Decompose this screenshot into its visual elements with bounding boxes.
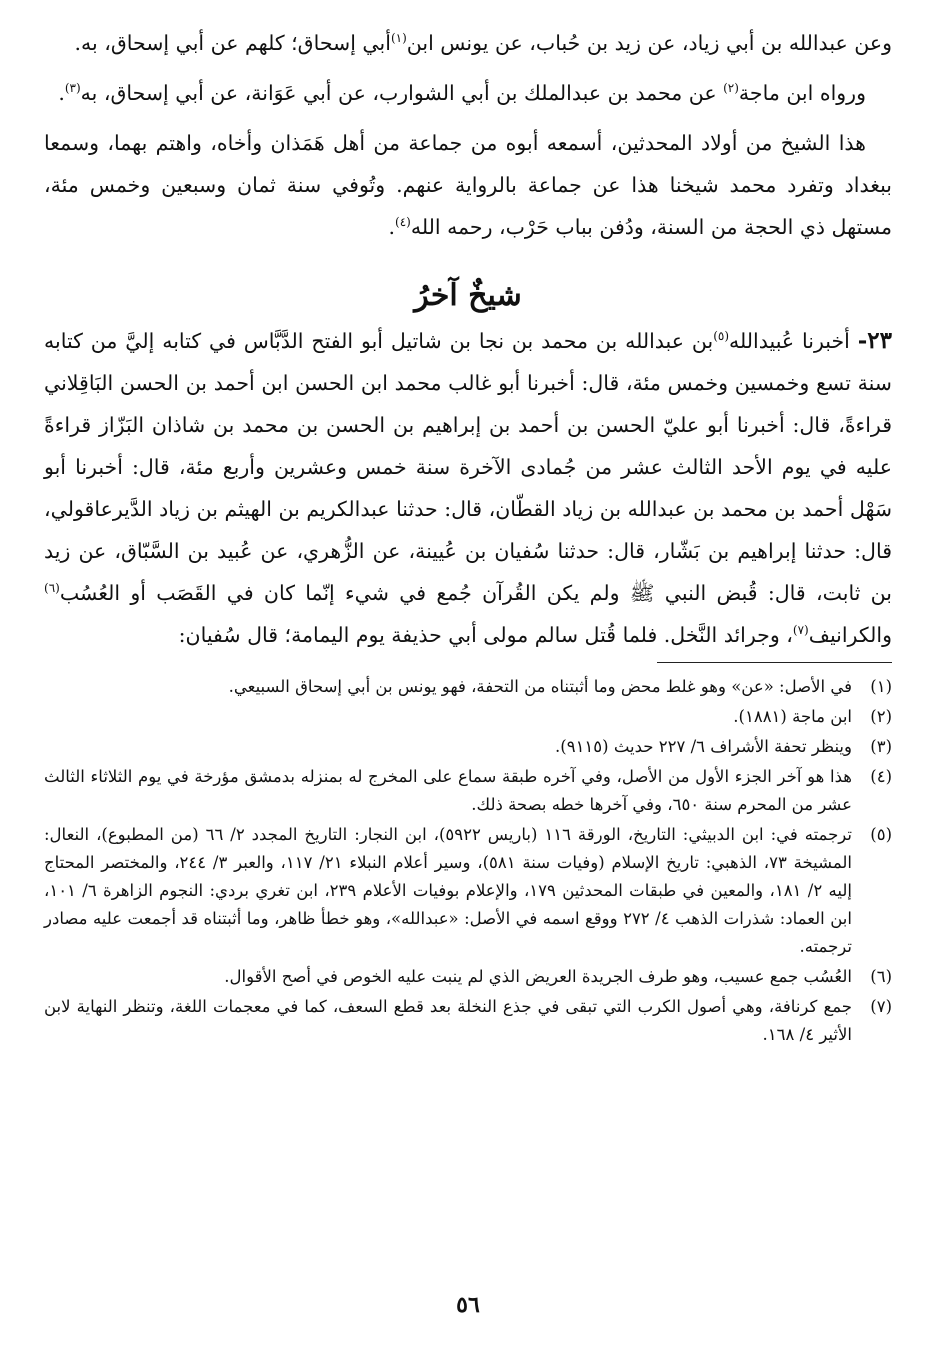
entry-text-2: بن عبدالله بن محمد بن نجا بن شاتيل أبو الفتح الدَّبَّاس في كتابه إليَّ من كتابه سنة تسع وخمسين وخمس مئة، قال: أخبرنا أبو غالب محمد ابن الحسن ابن أحمد بن الحسن البَاقِلاني قراءةً، قال: أخبرنا أبو عليّ الحسن بن أحمد بن إبراهيم بن الحسن بن محمد بن شاذان البَزّاز قراءةً عليه في يوم الأحد الثالث عشر من جُمادى الآخرة سنة خمس وعشرين وأربع مئة، قال: أخبرنا أبو سَهْل أحمد بن محمد بن عبدالله بن زياد القطّان، قال: حدثنا عبدالكريم بن الهيثم بن زياد الدَّيرعاقولي، قال: حدثنا إبراهيم بن بَشّار، قال: حدثنا سُفيان بن عُيينة، عن الزُّهري، عن عُبيد بن السَّبّاق، عن زيد بن ثابت، قال: قُبض النبي ﷺ ولم يكن القُرآن جُمع في شيء إنّما كان في القَصَب أو العُسُب: [44, 329, 892, 605]
footnote-number: (٣): [870, 737, 892, 756]
footnote-5: [44, 821, 892, 961]
footnote-text: هذا هو آخر الجزء الأول من الأصل، وفي آخره طبقة سماع على المخرج له بمنزله بدمشق مؤرخة في يوم الثلاثاء الثالث عشر من المحرم سنة ٦٥٠، وفي آخرها خطه بصحة ذلك.: [44, 767, 852, 814]
footnote-ref-2: (٢): [723, 81, 739, 96]
hadith-entry: [44, 320, 892, 656]
entry-text-1: أخبرنا عُبيدالله: [729, 329, 858, 353]
footnote-text: في الأصل: «عن» وهو غلط محض وما أثبتناه من التحفة، فهو يونس بن أبي إسحاق السبيعي.: [228, 677, 852, 696]
footnote-ref-6: (٦): [44, 581, 60, 596]
footnote-7: [44, 993, 892, 1049]
footnote-6: [44, 963, 892, 991]
p2-text-a: ورواه ابن ماجة: [738, 81, 866, 105]
p2-text-c: .: [58, 81, 65, 105]
p1-text-a: وعن عبدالله بن أبي زياد، عن زيد بن حُباب، عن يونس ابن: [406, 31, 892, 55]
footnote-2: [44, 703, 892, 731]
p2-text-b: عن محمد بن عبدالملك بن أبي الشوارب، عن أبي عَوَانة، عن أبي إسحاق، به: [80, 81, 724, 105]
paragraph-2: [44, 72, 892, 114]
entry-text-3: والكرانيف: [808, 623, 892, 647]
footnote-number: (٧): [870, 997, 892, 1016]
footnote-text: وينظر تحفة الأشراف ٦/ ٢٢٧ حديث (٩١١٥).: [555, 737, 852, 756]
footnote-ref-5: (٥): [713, 329, 730, 344]
footnote-4: [44, 763, 892, 819]
paragraph-1: [44, 22, 892, 64]
footnote-1: [44, 673, 892, 701]
page: [44, 22, 892, 1322]
footnote-ref-7: (٧): [792, 623, 809, 638]
footnotes: [44, 673, 892, 1049]
p1-text-b: أبي إسحاق؛ كلهم عن أبي إسحاق، به.: [74, 31, 391, 55]
footnote-text: جمع كرنافة، وهي أصول الكرب التي تبقى في جذع النخلة بعد قطع السعف، كما في معجمات اللغة، وتنظر النهاية لابن الأثير ٤/ ١٦٨.: [44, 997, 852, 1044]
footnote-number: (٤): [870, 767, 892, 786]
footnote-text: ترجمته في: ابن الدبيثي: التاريخ، الورقة ١١٦ (باريس ٥٩٢٢)، ابن النجار: التاريخ المجدد ٢/ ٦٦ (من المطبوع)، النعال: المشيخة ٧٣، الذهبي: تاريخ الإسلام (وفيات سنة ٥٨١)، وسير أعلام النبلاء ٢١/ ١١٧، والعبر ٣/ ٢٤٤، والمختصر المحتاج إليه ٢/ ١٨١، والمعين في طبقات المحدثين ١٧٩، والإعلام بوفيات الأعلام ٢٣٩، ابن تغري بردي: النجوم الزاهرة ٦/ ١٠١، ابن العماد: شذرات الذهب ٤/ ٢٧٢ ووقع اسمه في الأصل: «عبدالله»، وهو خطأ ظاهر، وما أثبتناه قد أجمعت عليه مصادر ترجمته.: [44, 825, 853, 956]
paragraph-3: [44, 122, 892, 248]
footnote-3: [44, 733, 892, 761]
footnote-number: (٢): [870, 707, 892, 726]
page-number: ٥٦: [456, 1292, 480, 1318]
footnote-ref-1: (١): [390, 31, 407, 46]
footnote-ref-3: (٣): [64, 81, 81, 96]
footnote-separator: [657, 662, 892, 663]
footnote-text: العُسُب جمع عسيب، وهو طرف الجريدة العريض الذي لم ينبت عليه الخوص في أصح الأقوال.: [224, 967, 852, 986]
footnote-number: (٦): [870, 967, 892, 986]
footnote-text: ابن ماجة (١٨٨١).: [733, 707, 852, 726]
p3-text-a: هذا الشيخ من أولاد المحدثين، أسمعه أبوه من جماعة من أهل هَمَذان وأخاه، واهتم بهما، وسمعا ببغداد وتفرد محمد شيخنا هذا عن جماعة بالرواية عنهم. وتُوفي سنة ثمان وسبعين وخمس مئة، مستهل ذي الحجة من السنة، ودُفن بباب حَرْب، رحمه الله: [44, 131, 892, 239]
footnote-ref-4: (٤): [395, 215, 411, 230]
section-heading: شيخٌ آخرُ: [414, 278, 522, 313]
p3-text-b: .: [388, 215, 395, 239]
entry-text-4: ، وجرائد النَّخل. فلما قُتل سالم مولى أبي حذيفة يوم اليمامة؛ قال سُفيان:: [178, 623, 793, 647]
footnote-number: (١): [870, 677, 892, 696]
entry-number: ٢٣-: [857, 327, 892, 354]
footnote-number: (٥): [870, 825, 892, 844]
